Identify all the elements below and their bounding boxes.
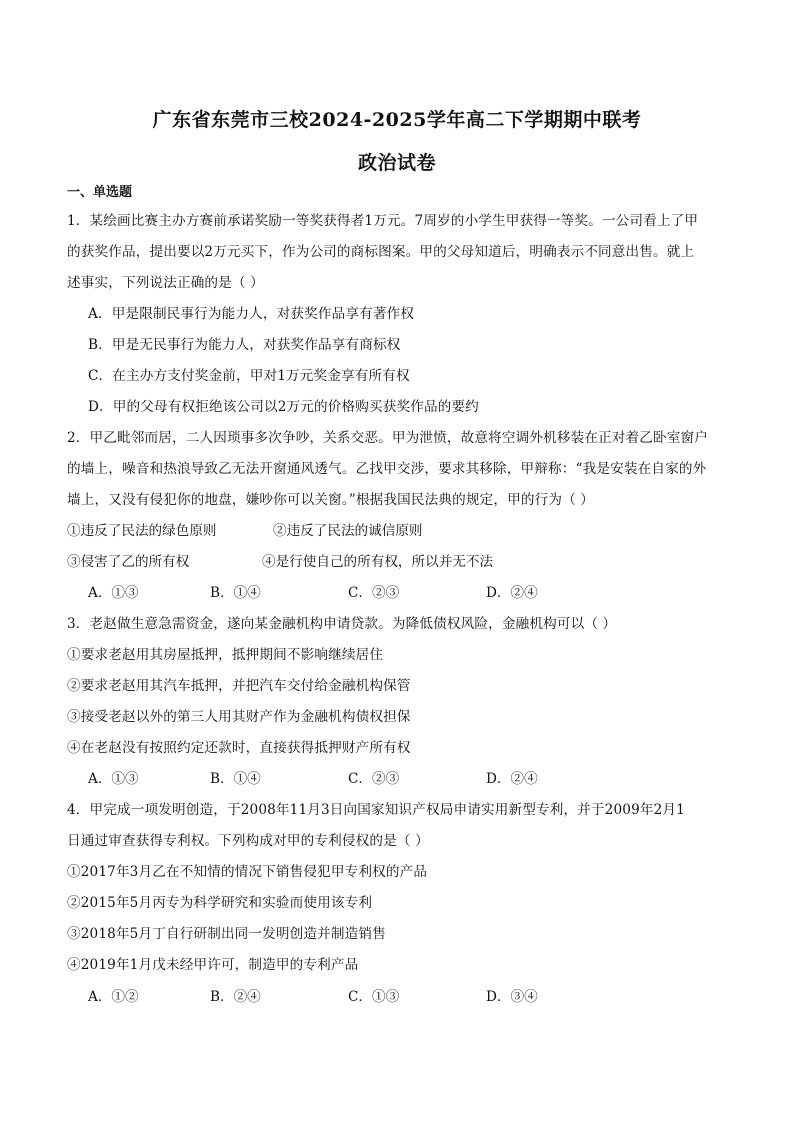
- q2-item-3: ③侵害了乙的所有权: [67, 554, 190, 570]
- q3-item-3: ③接受老赵以外的第三人用其财产作为金融机构债权担保: [67, 709, 411, 725]
- q1-option-d: D．甲的父母有权拒绝该公司以2万元的价格购买获奖作品的要约: [88, 399, 479, 415]
- q2-item-4: ④是行使自己的所有权，所以并无不法: [262, 554, 494, 570]
- q4-stem-line: 4．甲完成一项发明创造，于2008年11月3日向国家知识产权局申请实用新型专利，并于2009年2月1: [67, 802, 685, 818]
- q3-stem-line: 3．老赵做生意急需资金，遂向某金融机构申请贷款。为降低债权风险，金融机构可以（ ）: [67, 616, 617, 632]
- q4-item-1: ①2017年3月乙在不知情的情况下销售侵犯甲专利权的产品: [67, 864, 428, 880]
- q4-choice-a: A．①②: [88, 989, 139, 1005]
- q2-choice-a: A．①③: [88, 585, 139, 601]
- q4-choice-b: B．②④: [210, 989, 261, 1005]
- q1-stem-line: 述事实，下列说法正确的是（ ）: [67, 275, 264, 291]
- q4-item-4: ④2019年1月戊未经甲许可，制造甲的专利产品: [67, 957, 359, 973]
- q4-choice-d: D．③④: [486, 989, 538, 1005]
- q1-stem-line: 的获奖作品，提出要以2万元买下，作为公司的商标图案。甲的父母知道后，明确表示不同意出售。就上: [67, 244, 695, 260]
- q2-stem-line: 的墙上，噪音和热浪导致乙无法开窗通风透气。乙找甲交涉，要求其移除，甲辩称：“我是安装在自家的外: [67, 461, 707, 477]
- q3-item-1: ①要求老赵用其房屋抵押，抵押期间不影响继续居住: [67, 647, 384, 663]
- q4-item-2: ②2015年5月丙专为科学研究和实验而使用该专利: [67, 895, 373, 911]
- q2-choice-b: B．①④: [210, 585, 261, 601]
- q4-choice-c: C．①③: [348, 989, 400, 1005]
- q2-item-2: ②违反了民法的诚信原则: [273, 523, 423, 539]
- q2-stem-line: 墙上，又没有侵犯你的地盘，嫌吵你可以关窗。”根据我国民法典的规定，甲的行为（ ）: [67, 492, 595, 508]
- q4-item-3: ③2018年5月丁自行研制出同一发明创造并制造销售: [67, 926, 386, 942]
- q3-choice-c: C．②③: [348, 771, 400, 787]
- q1-stem-line: 1．某绘画比赛主办方赛前承诺奖励一等奖获得者1万元。7周岁的小学生甲获得一等奖。一公司看上了甲: [67, 213, 699, 229]
- exam-subtitle: 政治试卷: [357, 152, 436, 174]
- q3-choice-b: B．①④: [210, 771, 261, 787]
- q1-option-b: B．甲是无民事行为能力人，对获奖作品享有商标权: [88, 337, 401, 353]
- q3-item-4: ④在老赵没有按照约定还款时，直接获得抵押财产所有权: [67, 740, 411, 756]
- q3-choice-a: A．①③: [88, 771, 139, 787]
- section-heading: 一、单选题: [67, 185, 133, 200]
- q1-option-c: C．在主办方支付奖金前，甲对1万元奖金享有所有权: [88, 368, 410, 384]
- q3-item-2: ②要求老赵用其汽车抵押，并把汽车交付给金融机构保管: [67, 678, 411, 694]
- q1-option-a: A．甲是限制民事行为能力人，对获奖作品享有著作权: [88, 306, 415, 322]
- q2-choice-c: C．②③: [348, 585, 400, 601]
- q4-stem-line: 日通过审查获得专利权。下列构成对甲的专利侵权的是（ ）: [67, 833, 429, 849]
- exam-title: 广东省东莞市三校2024-2025学年高二下学期期中联考: [152, 109, 642, 131]
- q3-choice-d: D．②④: [486, 771, 538, 787]
- q2-item-1: ①违反了民法的绿色原则: [67, 523, 217, 539]
- q2-choice-d: D．②④: [486, 585, 538, 601]
- q2-stem-line: 2．甲乙毗邻而居，二人因琐事多次争吵，关系交恶。甲为泄愤，故意将空调外机移装在正对着乙卧室窗户: [67, 430, 709, 446]
